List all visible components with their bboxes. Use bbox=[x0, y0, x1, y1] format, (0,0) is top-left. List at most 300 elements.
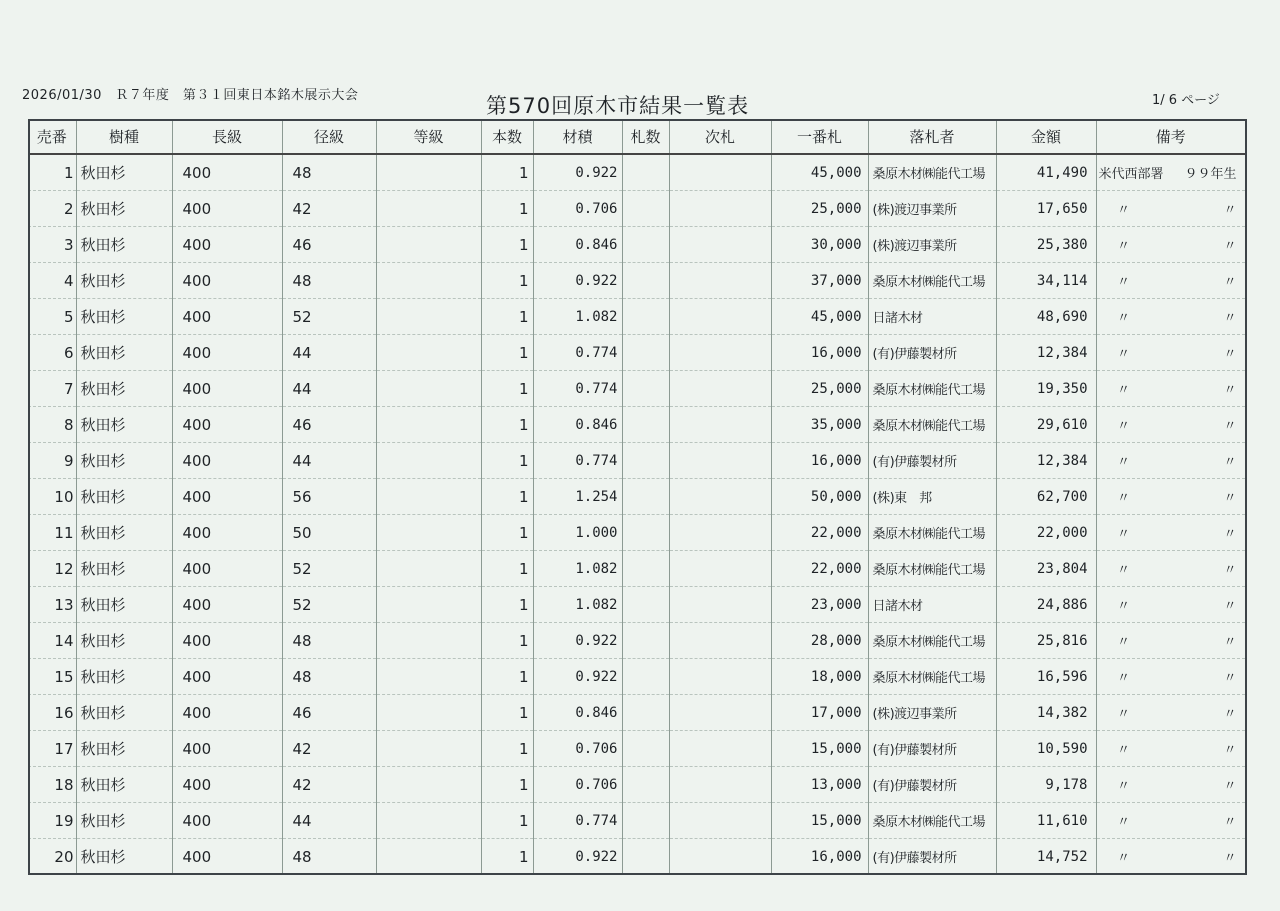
species-cell: 秋田杉 bbox=[76, 443, 172, 479]
bid-count-cell bbox=[622, 335, 669, 371]
grade-cell bbox=[376, 731, 481, 767]
lot-no-cell: 7 bbox=[28, 371, 76, 407]
species-cell: 秋田杉 bbox=[76, 803, 172, 839]
amount-cell: 25,816 bbox=[996, 623, 1096, 659]
grade-cell bbox=[376, 371, 481, 407]
table-row bbox=[28, 154, 1245, 191]
bid-count-cell bbox=[622, 767, 669, 803]
bid-count-cell bbox=[622, 479, 669, 515]
lot-no-cell: 12 bbox=[28, 551, 76, 587]
grade-cell bbox=[376, 515, 481, 551]
note-office: 〃 bbox=[1116, 491, 1130, 506]
second-bid-cell bbox=[669, 551, 771, 587]
grade-cell bbox=[376, 263, 481, 299]
species-cell: 秋田杉 bbox=[76, 587, 172, 623]
amount-cell: 17,650 bbox=[996, 191, 1096, 227]
buyer-cell: 桑原木材㈱能代工場 bbox=[868, 551, 996, 587]
species-cell: 秋田杉 bbox=[76, 767, 172, 803]
count-cell: 1 bbox=[481, 839, 533, 875]
buyer-cell: (株)渡辺事業所 bbox=[868, 227, 996, 263]
buyer-cell: 桑原木材㈱能代工場 bbox=[868, 371, 996, 407]
col-header-species: 樹種 bbox=[76, 119, 172, 154]
table-row bbox=[28, 263, 1245, 299]
notes-cell bbox=[1096, 227, 1245, 263]
note-office: 〃 bbox=[1116, 815, 1130, 830]
count-cell: 1 bbox=[481, 407, 533, 443]
count-cell: 1 bbox=[481, 479, 533, 515]
grade-cell bbox=[376, 227, 481, 263]
note-office: 〃 bbox=[1116, 527, 1130, 542]
note-age: ９９年生 bbox=[1184, 167, 1237, 182]
diameter-cell: 48 bbox=[282, 154, 376, 191]
amount-cell: 9,178 bbox=[996, 767, 1096, 803]
species-cell: 秋田杉 bbox=[76, 479, 172, 515]
count-cell: 1 bbox=[481, 659, 533, 695]
buyer-cell: 桑原木材㈱能代工場 bbox=[868, 263, 996, 299]
amount-cell: 19,350 bbox=[996, 371, 1096, 407]
notes-cell bbox=[1096, 767, 1245, 803]
lot-no-cell: 2 bbox=[28, 191, 76, 227]
buyer-cell: (有)伊藤製材所 bbox=[868, 767, 996, 803]
top-bid-cell: 18,000 bbox=[771, 659, 868, 695]
volume-cell: 0.706 bbox=[533, 767, 622, 803]
volume-cell: 1.000 bbox=[533, 515, 622, 551]
table-row bbox=[28, 479, 1245, 515]
count-cell: 1 bbox=[481, 551, 533, 587]
lot-no-cell: 19 bbox=[28, 803, 76, 839]
length-cell: 400 bbox=[172, 191, 282, 227]
col-header-top-bid: 一番札 bbox=[771, 119, 868, 154]
notes-cell bbox=[1096, 479, 1245, 515]
diameter-cell: 44 bbox=[282, 371, 376, 407]
second-bid-cell bbox=[669, 479, 771, 515]
notes-cell bbox=[1096, 659, 1245, 695]
volume-cell: 1.082 bbox=[533, 551, 622, 587]
table-row bbox=[28, 299, 1245, 335]
notes-cell bbox=[1096, 623, 1245, 659]
diameter-cell: 46 bbox=[282, 227, 376, 263]
grade-cell bbox=[376, 803, 481, 839]
species-cell: 秋田杉 bbox=[76, 191, 172, 227]
length-cell: 400 bbox=[172, 299, 282, 335]
count-cell: 1 bbox=[481, 154, 533, 191]
notes-cell bbox=[1096, 263, 1245, 299]
species-cell: 秋田杉 bbox=[76, 515, 172, 551]
second-bid-cell bbox=[669, 154, 771, 191]
length-cell: 400 bbox=[172, 551, 282, 587]
bid-count-cell bbox=[622, 407, 669, 443]
table-row bbox=[28, 407, 1245, 443]
bid-count-cell bbox=[622, 587, 669, 623]
buyer-cell: 日諸木材 bbox=[868, 299, 996, 335]
note-office: 〃 bbox=[1116, 419, 1130, 434]
note-age: 〃 bbox=[1223, 599, 1237, 614]
buyer-cell: (有)伊藤製材所 bbox=[868, 335, 996, 371]
notes-cell bbox=[1096, 191, 1245, 227]
length-cell: 400 bbox=[172, 659, 282, 695]
notes-cell bbox=[1096, 299, 1245, 335]
lot-no-cell: 11 bbox=[28, 515, 76, 551]
amount-cell: 14,752 bbox=[996, 839, 1096, 875]
amount-cell: 24,886 bbox=[996, 587, 1096, 623]
species-cell: 秋田杉 bbox=[76, 839, 172, 875]
table-row bbox=[28, 695, 1245, 731]
count-cell: 1 bbox=[481, 623, 533, 659]
table-row bbox=[28, 227, 1245, 263]
top-bid-cell: 22,000 bbox=[771, 515, 868, 551]
bid-count-cell bbox=[622, 731, 669, 767]
bid-count-cell bbox=[622, 263, 669, 299]
volume-cell: 0.846 bbox=[533, 407, 622, 443]
species-cell: 秋田杉 bbox=[76, 695, 172, 731]
grade-cell bbox=[376, 695, 481, 731]
diameter-cell: 42 bbox=[282, 191, 376, 227]
count-cell: 1 bbox=[481, 587, 533, 623]
bid-count-cell bbox=[622, 299, 669, 335]
results-table bbox=[28, 119, 1245, 875]
lot-no-cell: 17 bbox=[28, 731, 76, 767]
col-header-count: 本数 bbox=[481, 119, 533, 154]
volume-cell: 0.846 bbox=[533, 227, 622, 263]
volume-cell: 1.082 bbox=[533, 299, 622, 335]
lot-no-cell: 15 bbox=[28, 659, 76, 695]
volume-cell: 0.774 bbox=[533, 443, 622, 479]
volume-cell: 1.254 bbox=[533, 479, 622, 515]
volume-cell: 0.774 bbox=[533, 803, 622, 839]
grade-cell bbox=[376, 443, 481, 479]
bid-count-cell bbox=[622, 191, 669, 227]
col-header-grade: 等級 bbox=[376, 119, 481, 154]
amount-cell: 12,384 bbox=[996, 443, 1096, 479]
note-office: 〃 bbox=[1116, 563, 1130, 578]
second-bid-cell bbox=[669, 731, 771, 767]
lot-no-cell: 3 bbox=[28, 227, 76, 263]
table-body bbox=[28, 154, 1245, 875]
note-age: 〃 bbox=[1223, 527, 1237, 542]
second-bid-cell bbox=[669, 803, 771, 839]
top-bid-cell: 45,000 bbox=[771, 154, 868, 191]
length-cell: 400 bbox=[172, 587, 282, 623]
note-office: 〃 bbox=[1116, 203, 1130, 218]
volume-cell: 0.922 bbox=[533, 154, 622, 191]
page-indicator: 1/ 6 ページ bbox=[1152, 93, 1220, 108]
grade-cell bbox=[376, 407, 481, 443]
grade-cell bbox=[376, 659, 481, 695]
table-row bbox=[28, 191, 1245, 227]
note-office: 〃 bbox=[1116, 851, 1130, 866]
buyer-cell: 桑原木材㈱能代工場 bbox=[868, 407, 996, 443]
lot-no-cell: 13 bbox=[28, 587, 76, 623]
buyer-cell: 桑原木材㈱能代工場 bbox=[868, 659, 996, 695]
note-age: 〃 bbox=[1223, 347, 1237, 362]
second-bid-cell bbox=[669, 659, 771, 695]
lot-no-cell: 10 bbox=[28, 479, 76, 515]
diameter-cell: 52 bbox=[282, 587, 376, 623]
lot-no-cell: 1 bbox=[28, 154, 76, 191]
col-header-length: 長級 bbox=[172, 119, 282, 154]
bid-count-cell bbox=[622, 227, 669, 263]
col-header-second-bid: 次札 bbox=[669, 119, 771, 154]
amount-cell: 25,380 bbox=[996, 227, 1096, 263]
top-bid-cell: 35,000 bbox=[771, 407, 868, 443]
species-cell: 秋田杉 bbox=[76, 227, 172, 263]
count-cell: 1 bbox=[481, 731, 533, 767]
note-age: 〃 bbox=[1223, 239, 1237, 254]
diameter-cell: 48 bbox=[282, 839, 376, 875]
bid-count-cell bbox=[622, 839, 669, 875]
report-title: 第570回原木市結果一覧表 bbox=[486, 94, 750, 118]
buyer-cell: (有)伊藤製材所 bbox=[868, 839, 996, 875]
volume-cell: 0.706 bbox=[533, 731, 622, 767]
note-age: 〃 bbox=[1223, 383, 1237, 398]
notes-cell bbox=[1096, 154, 1245, 191]
grade-cell bbox=[376, 551, 481, 587]
note-office: 〃 bbox=[1116, 599, 1130, 614]
bid-count-cell bbox=[622, 371, 669, 407]
top-bid-cell: 13,000 bbox=[771, 767, 868, 803]
length-cell: 400 bbox=[172, 154, 282, 191]
second-bid-cell bbox=[669, 263, 771, 299]
volume-cell: 0.922 bbox=[533, 263, 622, 299]
top-bid-cell: 50,000 bbox=[771, 479, 868, 515]
buyer-cell: (有)伊藤製材所 bbox=[868, 731, 996, 767]
bid-count-cell bbox=[622, 659, 669, 695]
diameter-cell: 48 bbox=[282, 263, 376, 299]
diameter-cell: 42 bbox=[282, 767, 376, 803]
amount-cell: 41,490 bbox=[996, 154, 1096, 191]
note-age: 〃 bbox=[1223, 815, 1237, 830]
diameter-cell: 56 bbox=[282, 479, 376, 515]
species-cell: 秋田杉 bbox=[76, 154, 172, 191]
species-cell: 秋田杉 bbox=[76, 731, 172, 767]
top-bid-cell: 15,000 bbox=[771, 731, 868, 767]
table-row bbox=[28, 623, 1245, 659]
second-bid-cell bbox=[669, 695, 771, 731]
count-cell: 1 bbox=[481, 227, 533, 263]
top-bid-cell: 15,000 bbox=[771, 803, 868, 839]
note-age: 〃 bbox=[1223, 419, 1237, 434]
table-row bbox=[28, 767, 1245, 803]
grade-cell bbox=[376, 191, 481, 227]
col-header-notes: 備考 bbox=[1096, 119, 1245, 154]
lot-no-cell: 6 bbox=[28, 335, 76, 371]
amount-cell: 22,000 bbox=[996, 515, 1096, 551]
species-cell: 秋田杉 bbox=[76, 299, 172, 335]
note-age: 〃 bbox=[1223, 275, 1237, 290]
table-header-row bbox=[28, 119, 1245, 154]
note-age: 〃 bbox=[1223, 779, 1237, 794]
length-cell: 400 bbox=[172, 623, 282, 659]
length-cell: 400 bbox=[172, 479, 282, 515]
length-cell: 400 bbox=[172, 515, 282, 551]
top-bid-cell: 30,000 bbox=[771, 227, 868, 263]
length-cell: 400 bbox=[172, 407, 282, 443]
count-cell: 1 bbox=[481, 299, 533, 335]
buyer-cell: 日諸木材 bbox=[868, 587, 996, 623]
col-header-bid-count: 札数 bbox=[622, 119, 669, 154]
second-bid-cell bbox=[669, 623, 771, 659]
species-cell: 秋田杉 bbox=[76, 551, 172, 587]
note-office: 〃 bbox=[1116, 347, 1130, 362]
note-age: 〃 bbox=[1223, 851, 1237, 866]
lot-no-cell: 8 bbox=[28, 407, 76, 443]
amount-cell: 34,114 bbox=[996, 263, 1096, 299]
diameter-cell: 48 bbox=[282, 623, 376, 659]
diameter-cell: 44 bbox=[282, 335, 376, 371]
note-age: 〃 bbox=[1223, 203, 1237, 218]
notes-cell bbox=[1096, 515, 1245, 551]
table-row bbox=[28, 731, 1245, 767]
second-bid-cell bbox=[669, 191, 771, 227]
volume-cell: 0.922 bbox=[533, 623, 622, 659]
col-header-buyer: 落札者 bbox=[868, 119, 996, 154]
count-cell: 1 bbox=[481, 371, 533, 407]
note-office: 〃 bbox=[1116, 311, 1130, 326]
top-bid-cell: 23,000 bbox=[771, 587, 868, 623]
note-office: 〃 bbox=[1116, 743, 1130, 758]
grade-cell bbox=[376, 587, 481, 623]
volume-cell: 0.774 bbox=[533, 371, 622, 407]
volume-cell: 0.846 bbox=[533, 695, 622, 731]
diameter-cell: 48 bbox=[282, 659, 376, 695]
volume-cell: 0.706 bbox=[533, 191, 622, 227]
length-cell: 400 bbox=[172, 803, 282, 839]
grade-cell bbox=[376, 479, 481, 515]
notes-cell bbox=[1096, 587, 1245, 623]
diameter-cell: 42 bbox=[282, 731, 376, 767]
top-bid-cell: 25,000 bbox=[771, 371, 868, 407]
top-bid-cell: 17,000 bbox=[771, 695, 868, 731]
count-cell: 1 bbox=[481, 515, 533, 551]
note-age: 〃 bbox=[1223, 563, 1237, 578]
note-office: 〃 bbox=[1116, 635, 1130, 650]
buyer-cell: (株)渡辺事業所 bbox=[868, 695, 996, 731]
buyer-cell: 桑原木材㈱能代工場 bbox=[868, 154, 996, 191]
length-cell: 400 bbox=[172, 443, 282, 479]
lot-no-cell: 18 bbox=[28, 767, 76, 803]
top-bid-cell: 16,000 bbox=[771, 443, 868, 479]
bid-count-cell bbox=[622, 803, 669, 839]
bid-count-cell bbox=[622, 515, 669, 551]
volume-cell: 0.774 bbox=[533, 335, 622, 371]
table-row bbox=[28, 803, 1245, 839]
second-bid-cell bbox=[669, 335, 771, 371]
col-header-lot-no: 売番 bbox=[28, 119, 76, 154]
amount-cell: 10,590 bbox=[996, 731, 1096, 767]
top-bid-cell: 16,000 bbox=[771, 335, 868, 371]
species-cell: 秋田杉 bbox=[76, 623, 172, 659]
buyer-cell: 桑原木材㈱能代工場 bbox=[868, 623, 996, 659]
col-header-diameter: 径級 bbox=[282, 119, 376, 154]
lot-no-cell: 16 bbox=[28, 695, 76, 731]
diameter-cell: 46 bbox=[282, 407, 376, 443]
grade-cell bbox=[376, 767, 481, 803]
diameter-cell: 44 bbox=[282, 803, 376, 839]
table-row bbox=[28, 587, 1245, 623]
amount-cell: 11,610 bbox=[996, 803, 1096, 839]
length-cell: 400 bbox=[172, 371, 282, 407]
diameter-cell: 44 bbox=[282, 443, 376, 479]
notes-cell bbox=[1096, 335, 1245, 371]
species-cell: 秋田杉 bbox=[76, 659, 172, 695]
note-office: 〃 bbox=[1116, 275, 1130, 290]
lot-no-cell: 4 bbox=[28, 263, 76, 299]
note-age: 〃 bbox=[1223, 743, 1237, 758]
second-bid-cell bbox=[669, 299, 771, 335]
second-bid-cell bbox=[669, 407, 771, 443]
volume-cell: 1.082 bbox=[533, 587, 622, 623]
second-bid-cell bbox=[669, 515, 771, 551]
lot-no-cell: 20 bbox=[28, 839, 76, 875]
grade-cell bbox=[376, 335, 481, 371]
report-header-info: 2026/01/30 Ｒ７年度 第３１回東日本銘木展示大会 bbox=[22, 88, 359, 103]
note-age: 〃 bbox=[1223, 455, 1237, 470]
count-cell: 1 bbox=[481, 443, 533, 479]
second-bid-cell bbox=[669, 839, 771, 875]
notes-cell bbox=[1096, 551, 1245, 587]
col-header-amount: 金額 bbox=[996, 119, 1096, 154]
notes-cell bbox=[1096, 731, 1245, 767]
table-row bbox=[28, 551, 1245, 587]
notes-cell bbox=[1096, 839, 1245, 875]
buyer-cell: (株)渡辺事業所 bbox=[868, 191, 996, 227]
amount-cell: 62,700 bbox=[996, 479, 1096, 515]
note-office: 〃 bbox=[1116, 779, 1130, 794]
top-bid-cell: 16,000 bbox=[771, 839, 868, 875]
bid-count-cell bbox=[622, 623, 669, 659]
top-bid-cell: 45,000 bbox=[771, 299, 868, 335]
species-cell: 秋田杉 bbox=[76, 407, 172, 443]
note-office: 〃 bbox=[1116, 383, 1130, 398]
species-cell: 秋田杉 bbox=[76, 371, 172, 407]
grade-cell bbox=[376, 839, 481, 875]
note-age: 〃 bbox=[1223, 311, 1237, 326]
note-age: 〃 bbox=[1223, 491, 1237, 506]
bid-count-cell bbox=[622, 154, 669, 191]
table-row bbox=[28, 371, 1245, 407]
notes-cell bbox=[1096, 443, 1245, 479]
table-row bbox=[28, 839, 1245, 875]
species-cell: 秋田杉 bbox=[76, 335, 172, 371]
count-cell: 1 bbox=[481, 767, 533, 803]
second-bid-cell bbox=[669, 767, 771, 803]
amount-cell: 23,804 bbox=[996, 551, 1096, 587]
grade-cell bbox=[376, 299, 481, 335]
count-cell: 1 bbox=[481, 263, 533, 299]
amount-cell: 48,690 bbox=[996, 299, 1096, 335]
length-cell: 400 bbox=[172, 227, 282, 263]
buyer-cell: 桑原木材㈱能代工場 bbox=[868, 515, 996, 551]
top-bid-cell: 37,000 bbox=[771, 263, 868, 299]
col-header-volume: 材積 bbox=[533, 119, 622, 154]
count-cell: 1 bbox=[481, 191, 533, 227]
diameter-cell: 46 bbox=[282, 695, 376, 731]
count-cell: 1 bbox=[481, 335, 533, 371]
length-cell: 400 bbox=[172, 695, 282, 731]
amount-cell: 12,384 bbox=[996, 335, 1096, 371]
length-cell: 400 bbox=[172, 335, 282, 371]
lot-no-cell: 5 bbox=[28, 299, 76, 335]
bid-count-cell bbox=[622, 551, 669, 587]
note-age: 〃 bbox=[1223, 671, 1237, 686]
bid-count-cell bbox=[622, 695, 669, 731]
diameter-cell: 52 bbox=[282, 299, 376, 335]
note-age: 〃 bbox=[1223, 707, 1237, 722]
bid-count-cell bbox=[622, 443, 669, 479]
count-cell: 1 bbox=[481, 695, 533, 731]
diameter-cell: 50 bbox=[282, 515, 376, 551]
second-bid-cell bbox=[669, 443, 771, 479]
